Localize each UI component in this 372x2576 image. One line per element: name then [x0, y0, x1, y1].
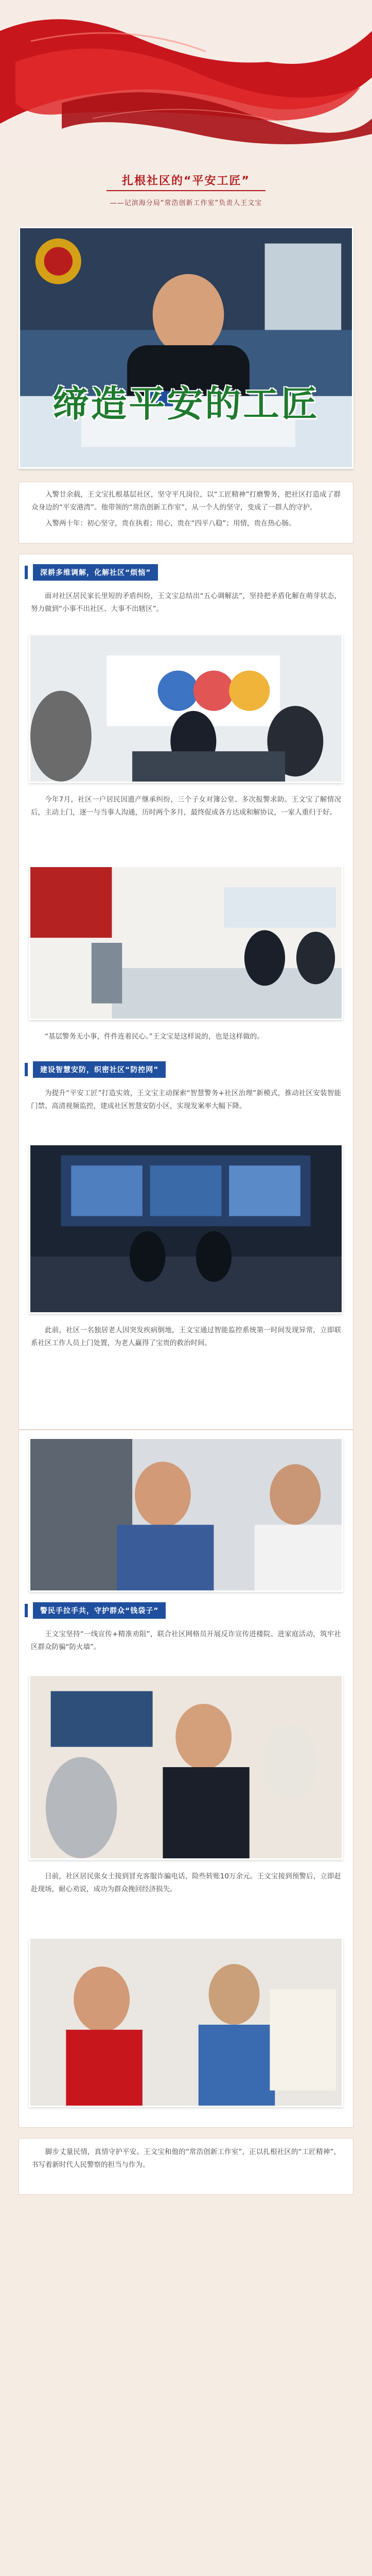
section-2-heading — [25, 1061, 166, 1078]
section-3-photo-1 — [29, 1674, 343, 1860]
section-3-photo-2 — [29, 1937, 343, 2107]
section-2-photo-2 — [29, 1437, 343, 1592]
section-1-photo-2 — [29, 866, 343, 1020]
office-photo — [30, 867, 342, 1019]
section-bar — [25, 1063, 28, 1076]
page-subtitle: ——记滨海分局“常浩创新工作室”负责人王文宝 — [110, 199, 262, 207]
intro-paragraph-1: 入警廿余载，王文宝扎根基层社区，坚守平凡岗位，以“工匠精神”打磨警务，把社区打造成了群众身边的“平安港湾”。他带领的“常浩创新工作室”，从一个人的坚守，变成了一群人的守护。 — [31, 490, 341, 512]
section-3-title: 警民手拉手共，守护群众“钱袋子” — [33, 1602, 166, 1619]
officer-elder-photo — [30, 1439, 342, 1590]
section-1-title: 深耕多维调解，化解社区“烦恼” — [33, 564, 158, 581]
section-1-paragraph-1: 面对社区居民家长里短的矛盾纠纷，王文宝总结出“五心调解法”，坚持把矛盾化解在萌芽状态，努力做到“小事不出社区、大事不出辖区”。 — [31, 592, 341, 613]
top-ribbon-banner — [0, 0, 372, 170]
red-ribbon-decoration — [0, 0, 372, 170]
section-2-photo-1 — [29, 1144, 343, 1314]
anti-fraud-photo — [30, 1939, 342, 2106]
home-visit-photo — [30, 1676, 342, 1858]
section-3-paragraph-2: 日前，社区居民张女士接到冒充客服诈骗电话，险些转账10万余元。王文宝接到预警后，立即赶赴现场，耐心劝说，成功为群众挽回经济损失。 — [31, 1872, 341, 1893]
section-bar — [25, 1604, 28, 1617]
section-1-photo-1 — [29, 634, 343, 783]
section-2-paragraph-1: 为提升“平安工匠”打造实效，王文宝主动探索“智慧警务+社区治理”新模式，推动社区安装智能门禁、高清视频监控，建成社区智慧安防小区，实现发案率大幅下降。 — [31, 1089, 341, 1110]
section-2-title: 建设智慧安防，织密社区“防控网” — [33, 1061, 166, 1078]
control-room-photo — [30, 1145, 342, 1312]
section-3-paragraph-1: 王文宝坚持“一线宣传+精准劝阻”，联合社区网格员开展反诈宣传进楼院、进家庭活动，筑牢社区群众防骗“防火墙”。 — [31, 1630, 341, 1651]
closing-paragraph: 脚步丈量民情，真情守护平安。王文宝和他的“常浩创新工作室”，正以扎根社区的“工匠精神”，书写着新时代人民警察的担当与作为。 — [31, 2148, 341, 2169]
section-3-heading — [25, 1602, 166, 1619]
intro-paragraph-2: 入警两十年：初心坚守，贵在执着；用心，贵在“四平八稳”；用情，贵在热心肠。 — [45, 519, 296, 528]
section-1-paragraph-2: 今年7月，社区一户居民因遗产继承纠纷，三个子女对簿公堂、多次报警求助。王文宝了解情况后，主动上门，逐一与当事人沟通，历时两个多月，最终促成各方达成和解协议，一家人重归于好。 — [31, 795, 341, 817]
mediation-photo — [30, 635, 342, 782]
section-bar — [25, 566, 28, 579]
hero-photo — [19, 227, 353, 469]
section-1-paragraph-3: “基层警务无小事，件件连着民心。”王文宝是这样说的，也是这样做的。 — [45, 1032, 264, 1041]
header-block — [0, 170, 372, 207]
section-2-paragraph-2: 此前，社区一名独居老人因突发疾病倒地，王文宝通过智能监控系统第一时间发现异常，立即联系社区工作人员上门处置，为老人赢得了宝贵的救治时间。 — [31, 1326, 341, 1347]
closing-card — [19, 2138, 353, 2195]
intro-card — [19, 482, 353, 544]
hero-image — [20, 228, 352, 467]
section-1-heading — [25, 564, 158, 581]
page-title: 扎根社区的“平安工匠” — [107, 170, 265, 191]
hero-caption: 缔造平安的工匠 — [52, 382, 320, 425]
